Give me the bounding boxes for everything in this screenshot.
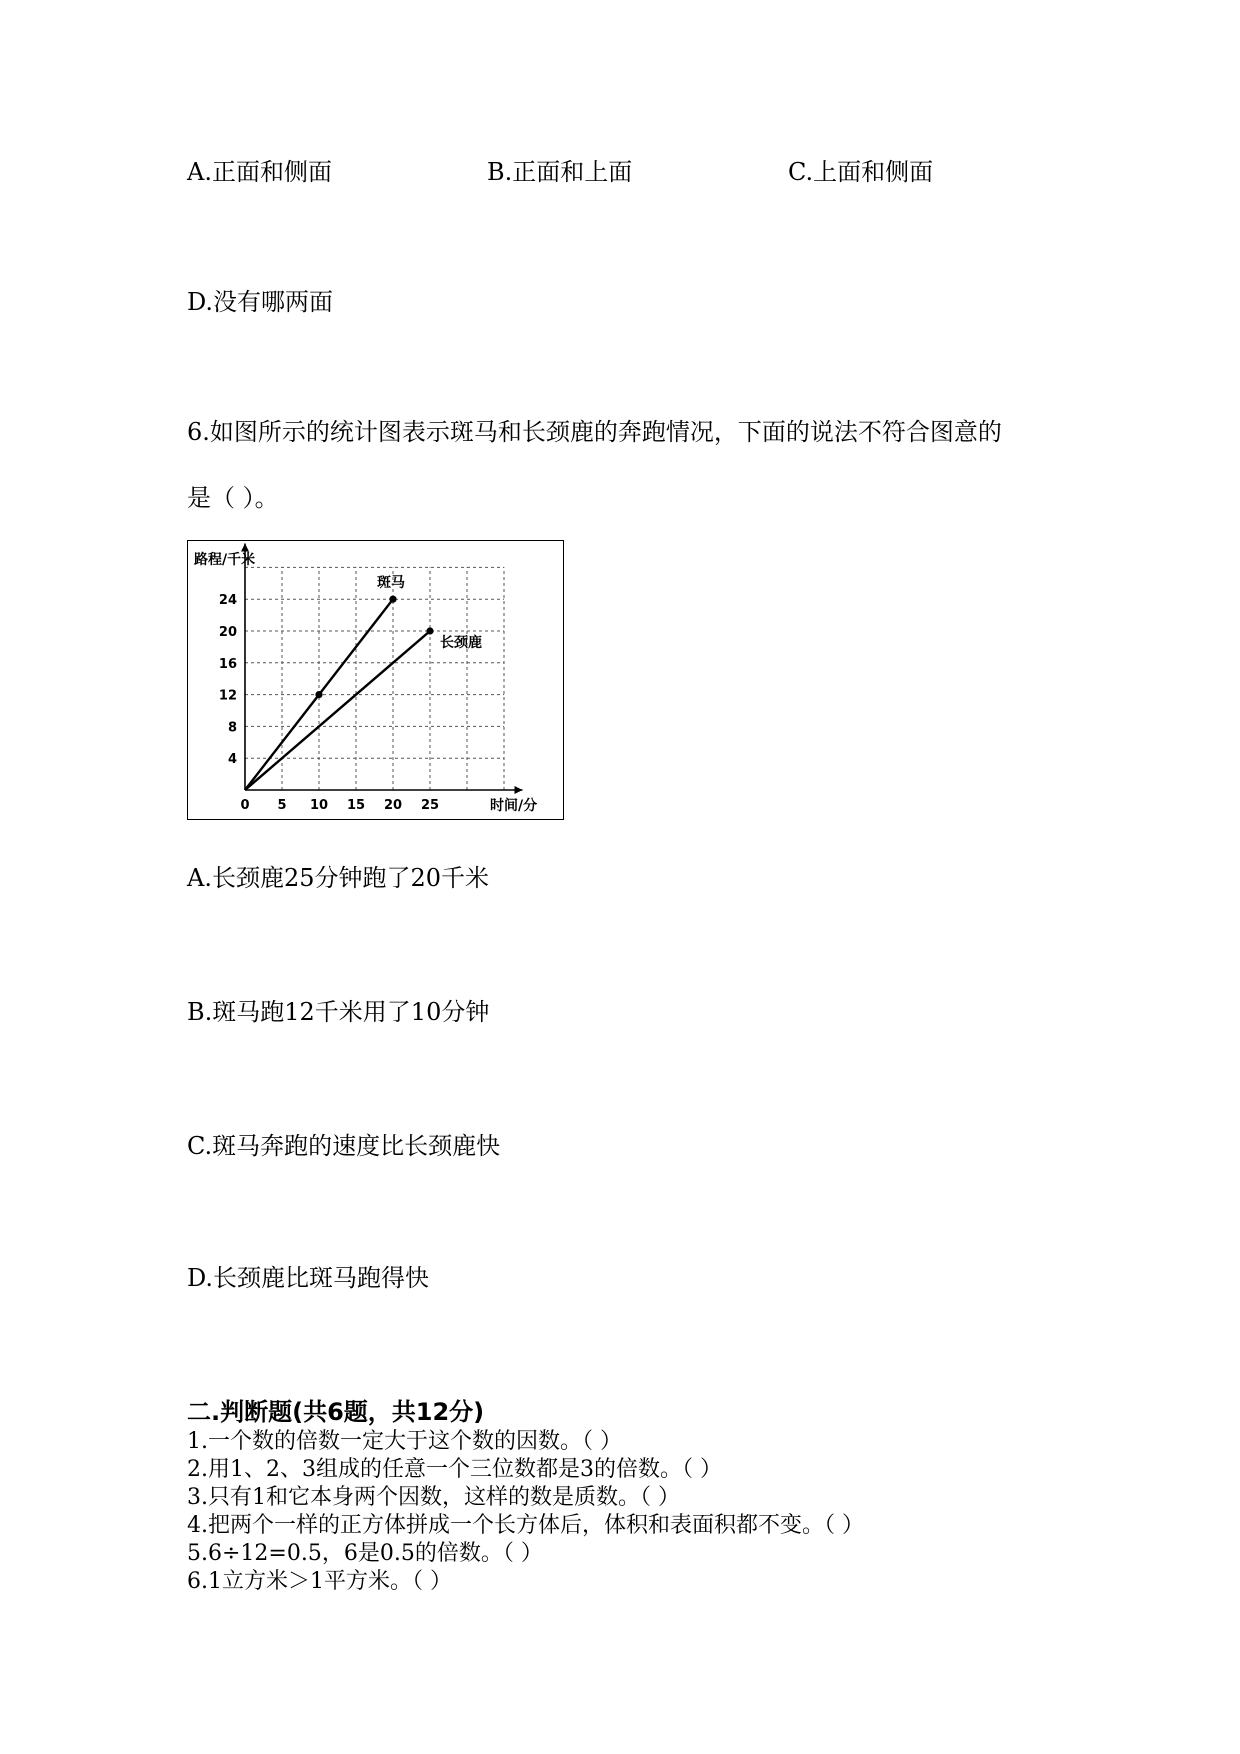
q5-option-d: D.没有哪两面	[187, 288, 334, 316]
series-line	[245, 631, 430, 790]
x-tick-label: 20	[383, 798, 403, 813]
judge-item-2: 2.用1、2、3组成的任意一个三位数都是3的倍数。（ ）	[187, 1457, 722, 1482]
q6-option-c: C.斑马奔跑的速度比长颈鹿快	[187, 1132, 501, 1160]
series-point	[426, 627, 433, 634]
series-point	[315, 691, 322, 698]
series-label: 长颈鹿	[440, 635, 482, 651]
judge-item-1: 1.一个数的倍数一定大于这个数的因数。（ ）	[187, 1429, 622, 1454]
y-tick-label: 24	[218, 593, 237, 609]
q5-option-b: B.正面和上面	[487, 158, 633, 186]
speed-line-chart	[187, 540, 564, 820]
judge-item-6: 6.1立方米＞1平方米。（ ）	[187, 1569, 452, 1594]
y-axis-arrow	[241, 544, 249, 552]
q6-option-a: A.长颈鹿25分钟跑了20千米	[187, 864, 490, 892]
q5-option-a: A.正面和侧面	[187, 158, 332, 186]
q6-stem-line2: 是（ ）。	[187, 484, 279, 512]
x-axis-arrow	[515, 786, 523, 794]
y-tick-label: 12	[218, 688, 237, 704]
q6-option-d: D.长颈鹿比斑马跑得快	[187, 1264, 430, 1292]
chart-canvas	[188, 541, 565, 821]
y-tick-label: 20	[218, 625, 237, 640]
y-tick-label: 8	[227, 720, 237, 736]
x-tick-label: 25	[420, 798, 440, 813]
judge-item-5: 5.6÷12=0.5，6是0.5的倍数。（ ）	[187, 1541, 543, 1566]
section-2-title: 二.判断题(共6题，共12分)	[187, 1398, 485, 1426]
q5-option-c: C.上面和侧面	[788, 158, 934, 186]
q6-option-b: B.斑马跑12千米用了10分钟	[187, 998, 490, 1026]
series-label: 斑马	[377, 575, 405, 592]
y-tick-label: 4	[227, 752, 237, 768]
x-tick-label: 10	[309, 798, 329, 813]
x-tick-label: 0	[240, 798, 250, 813]
x-axis-label: 时间/分	[490, 798, 538, 814]
judge-item-4: 4.把两个一样的正方体拼成一个长方体后，体积和表面积都不变。（ ）	[187, 1513, 864, 1538]
x-tick-label: 15	[346, 798, 366, 813]
judge-item-3: 3.只有1和它本身两个因数，这样的数是质数。（ ）	[187, 1485, 680, 1510]
y-axis-label: 路程/千米	[194, 552, 256, 568]
x-tick-label: 5	[277, 798, 287, 813]
y-tick-label: 16	[218, 656, 237, 672]
q6-stem-line1: 6.如图所示的统计图表示斑马和长颈鹿的奔跑情况，下面的说法不符合图意的	[187, 418, 1002, 446]
series-point	[389, 596, 396, 603]
